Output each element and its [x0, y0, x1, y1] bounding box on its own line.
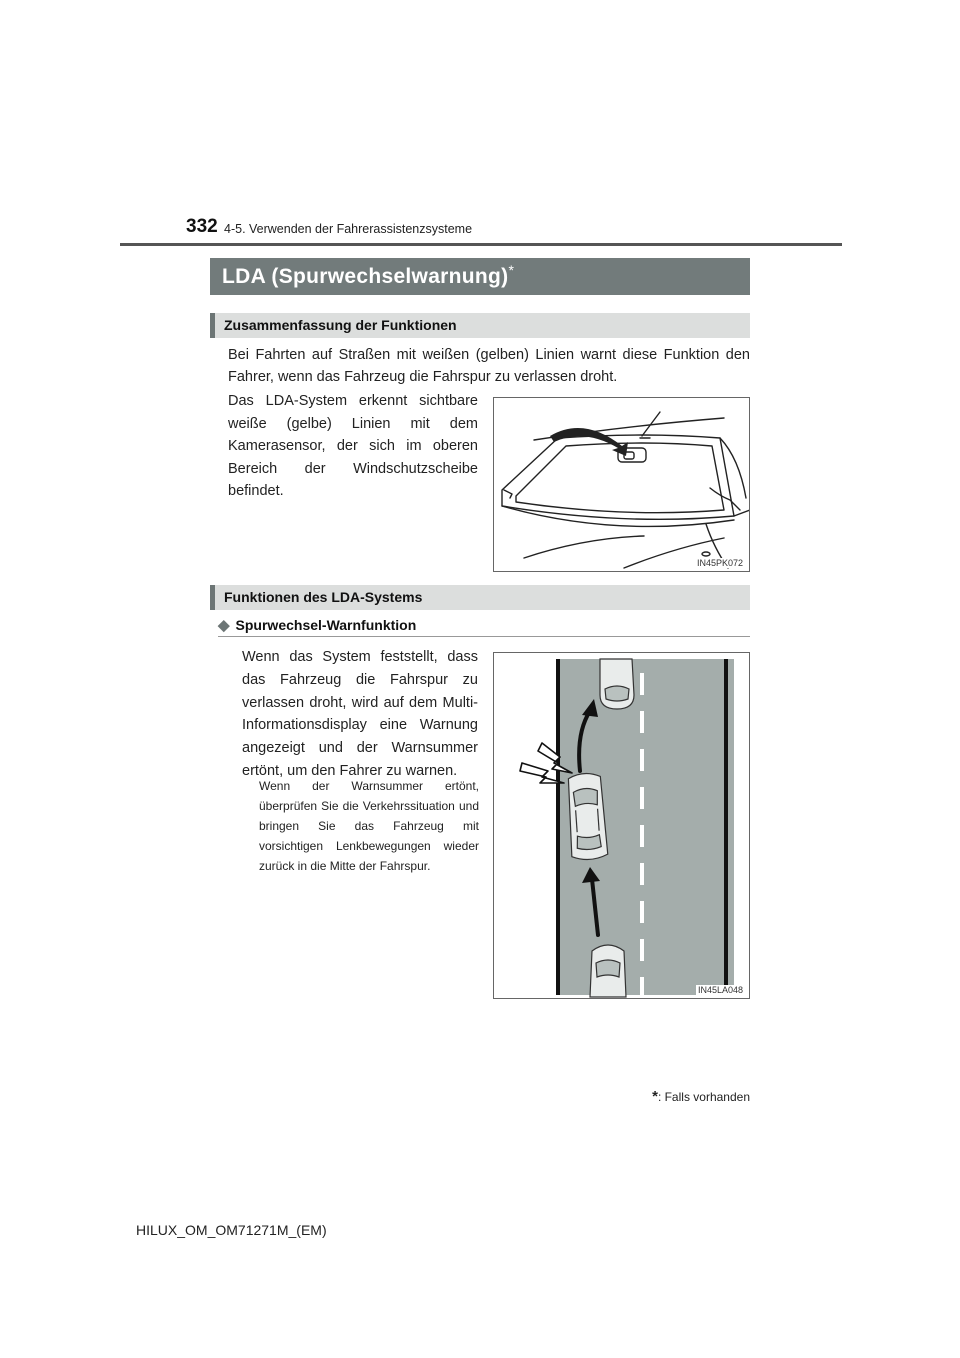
function-heading-rule: [218, 636, 750, 637]
header-divider: [120, 243, 842, 246]
section-bar: [210, 585, 215, 610]
lane-departure-illustration: [494, 653, 750, 999]
warning-paragraph: Wenn das System feststellt, dass das Fahrzeug die Fahrspur zu verlassen droht, wird auf dem Multi-Informationsdisplay eine Warnung angezeigt und der Warnsummer ertönt, um den Fahrer zu warnen.: [242, 649, 478, 779]
page-title-text: LDA (Spurwechselwarnung): [222, 265, 509, 288]
figure-code: IN45PK072: [696, 558, 743, 568]
section-reference: 4-5. Verwenden der Fahrerassistenzsysteme: [224, 222, 473, 236]
function-heading: [218, 616, 416, 634]
windshield-illustration: [494, 398, 750, 572]
page-number: 332: [186, 216, 218, 237]
page-title: [210, 258, 750, 295]
camera-paragraph: Das LDA-System erkennt sichtbare weiße (gelbe) Linien mit dem Kamerasensor, der sich im oberen Bereich der Windschutzscheibe befindet.: [228, 393, 478, 499]
function-heading-text: Spurwechsel-Warnfunktion: [235, 617, 417, 633]
footnote-text: : Falls vorhanden: [657, 1090, 750, 1104]
diamond-bullet-icon: ◆: [218, 617, 230, 634]
section-bar: [210, 313, 215, 338]
asterisk-icon: *: [652, 1088, 658, 1105]
section-heading-functions: [210, 585, 750, 610]
optional-marker-icon: *: [508, 262, 515, 278]
section-heading-label: Zusammenfassung der Funktionen: [224, 317, 457, 333]
footer-model-code: HILUX_OM_OM71271M_(EM): [136, 1222, 327, 1238]
section-heading-overview: [210, 313, 750, 338]
section-heading-label: Funktionen des LDA-Systems: [224, 589, 423, 605]
warning-note: Wenn der Warnsummer ertönt, überprüfen Sie die Verkehrssituation und bringen Sie das Fahrzeug mit vorsichtigen Lenkbewegungen wieder zurück in die Mitte der Fahrspur.: [259, 779, 479, 873]
figure-code: IN45LA048: [697, 985, 743, 995]
windshield-camera-figure: [493, 397, 750, 572]
lane-departure-figure: [493, 652, 750, 999]
footnote: [652, 1088, 750, 1105]
intro-paragraph: Bei Fahrten auf Straßen mit weißen (gelben) Linien warnt diese Funktion den Fahrer, wenn das Fahrzeug die Fahrspur zu verlassen droht.: [228, 347, 750, 385]
